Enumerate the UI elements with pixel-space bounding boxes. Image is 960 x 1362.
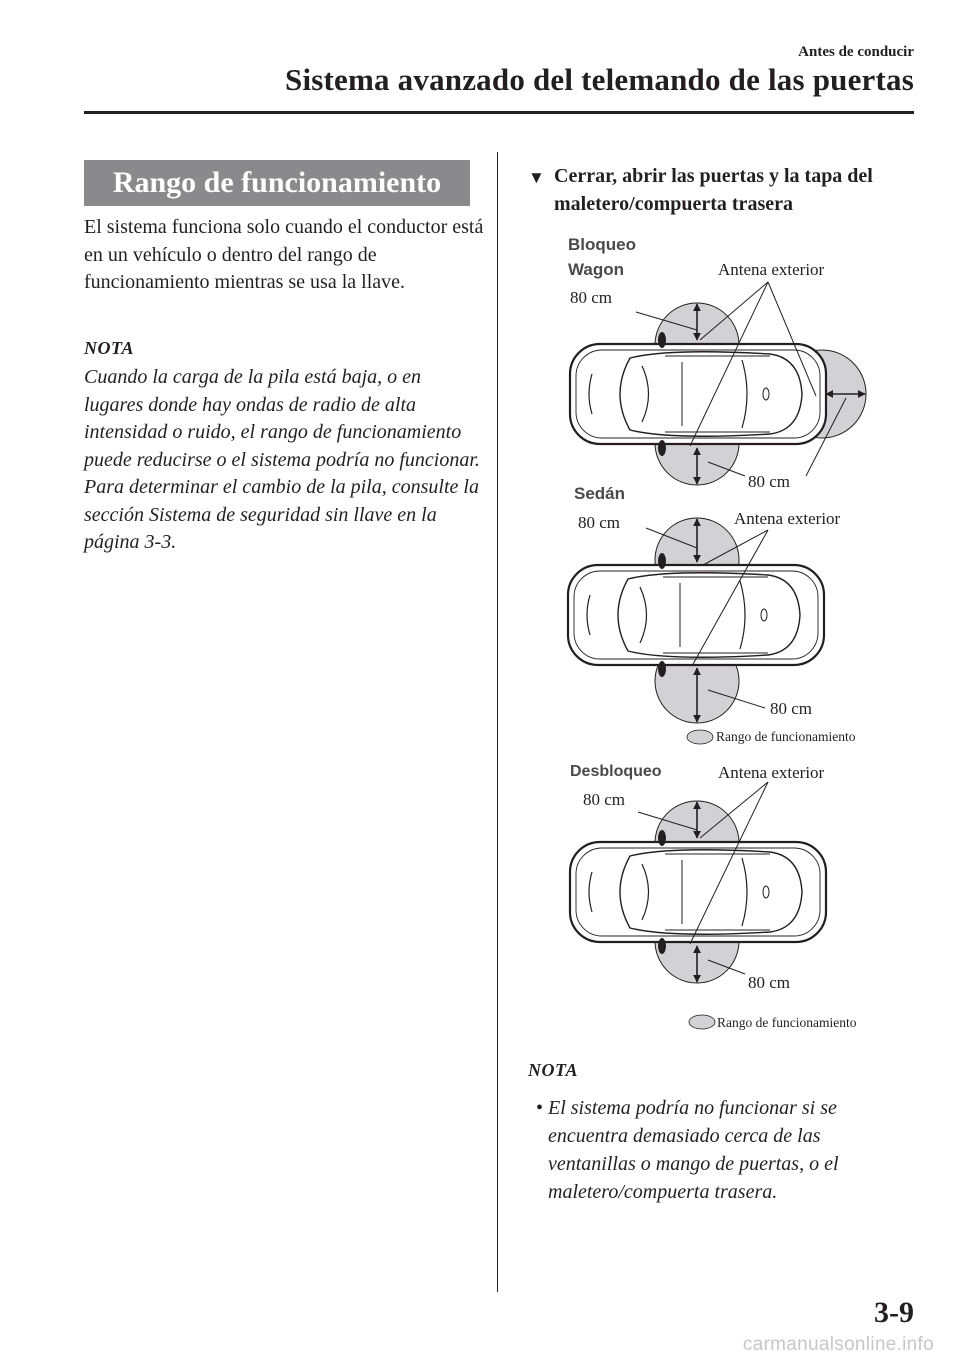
triangle-marker-icon: ▼: [528, 168, 545, 187]
note-heading-2: NOTA: [528, 1060, 579, 1080]
subheading-text: Cerrar, abrir las puertas y la tapa del maletero/compuerta trasera: [554, 165, 873, 215]
wagon-distance-label-bottom: 80 cm: [748, 472, 791, 491]
range-legend-swatch-1: [687, 730, 713, 744]
sedan-car-illustration: [568, 565, 824, 665]
bullet-icon: •: [536, 1097, 544, 1119]
sedan-mirror-left: [658, 553, 666, 569]
intro-paragraph: El sistema funciona solo cuando el conductor está en un vehículo o dentro del rango de funcionamiento mientras se usa la llave.: [84, 216, 484, 293]
note-heading: NOTA: [84, 338, 135, 358]
wagon-distance-label-top: 80 cm: [570, 288, 613, 307]
note-bullet: [536, 1094, 896, 1206]
running-header-title: Sistema avanzado del telemando de las puertas: [285, 62, 914, 97]
wagon-mirror-right: [658, 440, 666, 456]
sedan-mirror-right: [658, 661, 666, 677]
wagon-label: Wagon: [568, 260, 625, 279]
lock-label: Bloqueo: [568, 235, 636, 254]
range-legend-swatch-2: [689, 1015, 715, 1029]
unlock-label: Desbloqueo: [570, 763, 662, 780]
unlock-distance-label-bottom: 80 cm: [748, 973, 791, 992]
running-header-section: Antes de conducir: [798, 44, 914, 60]
sedan-distance-label-bottom: 80 cm: [770, 699, 813, 718]
unlock-antenna-label: Antena exterior: [718, 763, 825, 782]
range-legend-label-1: Rango de funcionamiento: [716, 729, 856, 744]
unlock-mirror-right: [658, 938, 666, 954]
section-title: Rango de funcionamiento: [112, 166, 442, 199]
unlock-distance-label-top: 80 cm: [583, 790, 626, 809]
note-bullet-text: El sistema podría no funcionar si se encuentra demasiado cerca de las ventanillas o mango de puertas, o el maletero/compuerta trasera.: [548, 1097, 839, 1203]
watermark-footer: carmanualsonline.info: [742, 1334, 934, 1355]
unlock-mirror-left: [658, 830, 666, 846]
sedan-label: Sedán: [574, 484, 626, 503]
wagon-antenna-label: Antena exterior: [718, 260, 825, 279]
sedan-antenna-label: Antena exterior: [734, 509, 841, 528]
page-number: 3-9: [874, 1296, 914, 1329]
wagon-mirror-left: [658, 332, 666, 348]
note-text: Cuando la carga de la pila está baja, o en lugares donde hay ondas de radio de alta intensidad o ruido, el rango de funcionamiento puede reducirse o el sistema podría no funcionar. Para determinar el cambio de la pila, consulte la sección Sistema de seguridad sin llave en la página 3-3.: [84, 366, 480, 553]
sedan-distance-label-top: 80 cm: [578, 513, 621, 532]
range-legend-label-2: Rango de funcionamiento: [717, 1015, 857, 1030]
